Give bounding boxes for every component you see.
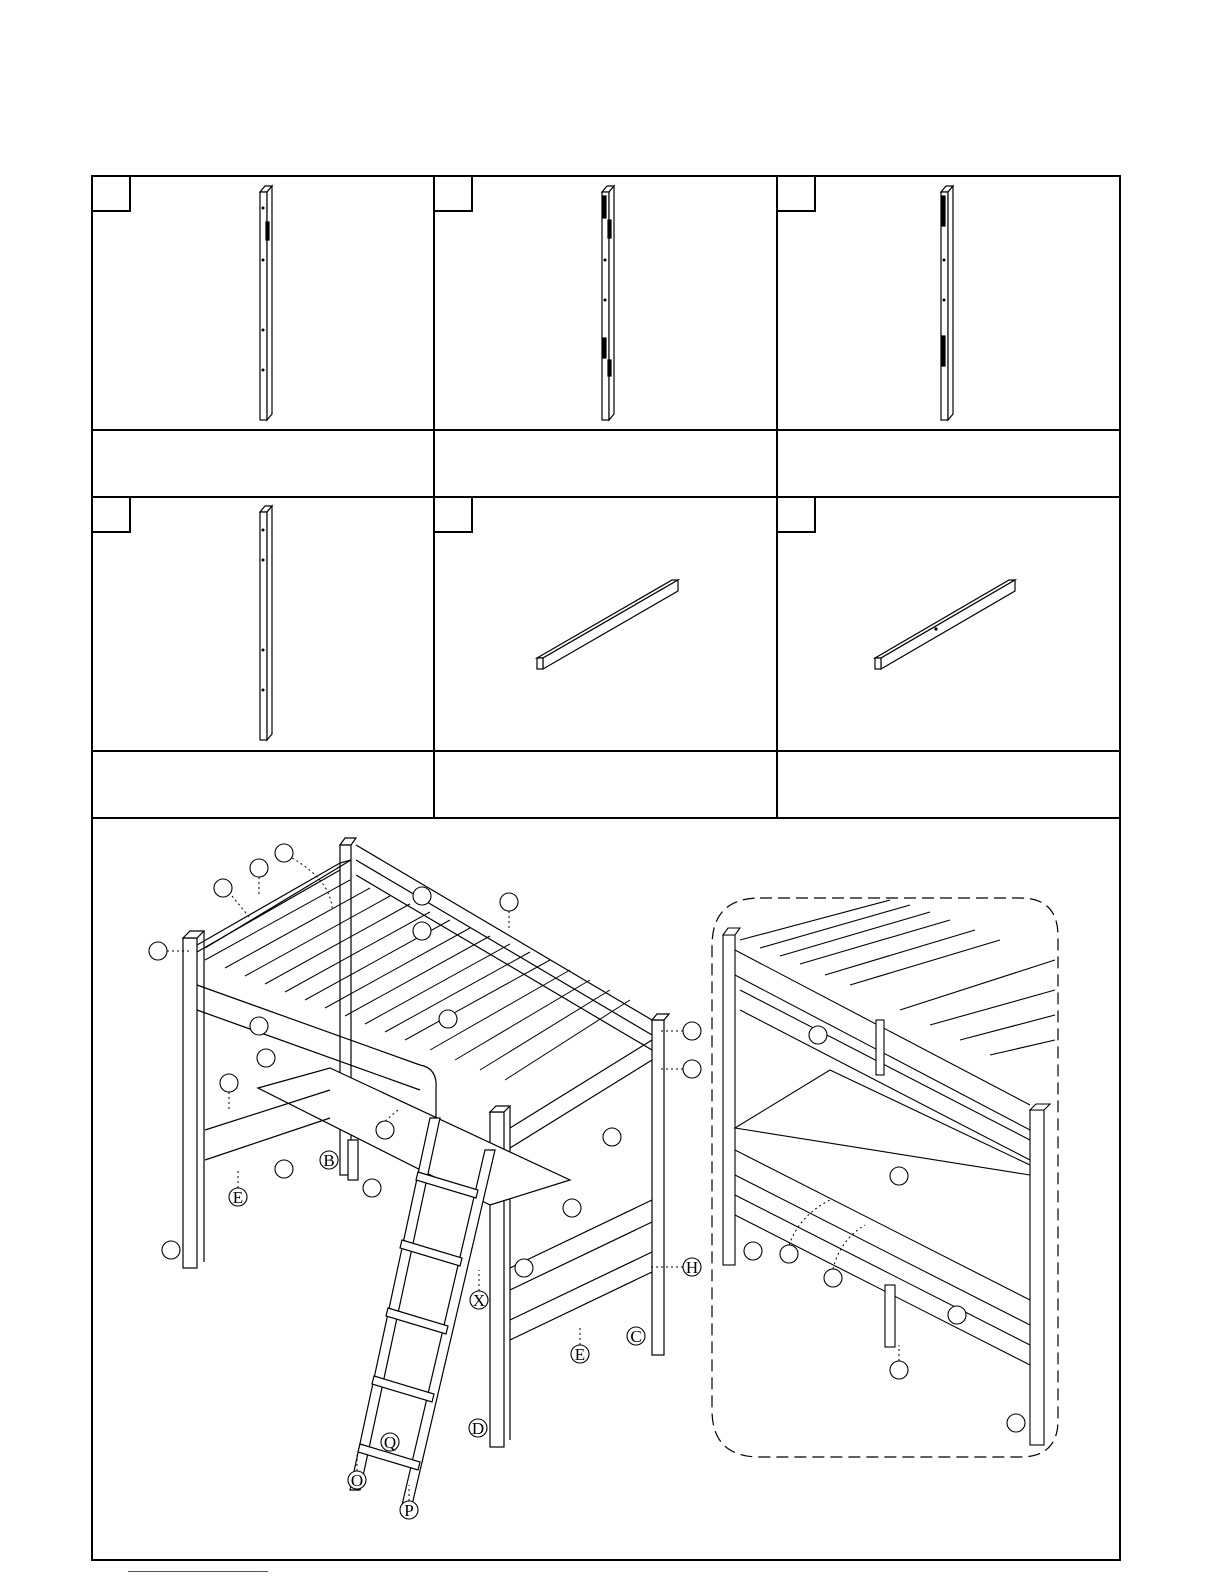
rail-center-hole-drawing xyxy=(875,580,1015,669)
callout-circle xyxy=(413,887,431,905)
detail-inset xyxy=(712,898,1058,1457)
callout-circle xyxy=(376,1121,394,1139)
callout-circle xyxy=(683,1022,701,1040)
label-q: Q xyxy=(383,1433,397,1452)
callout-circle xyxy=(275,844,293,862)
rail-drawing xyxy=(537,580,678,669)
label-x: X xyxy=(472,1291,486,1310)
post-d-drawing xyxy=(260,506,272,740)
panel-5-tag-box xyxy=(434,497,472,532)
callout-circle xyxy=(515,1259,533,1277)
footer-link-underline[interactable] xyxy=(128,1571,268,1572)
panel-3-tag-box xyxy=(777,176,815,211)
callout-circle xyxy=(275,1160,293,1178)
callout-circle xyxy=(149,942,167,960)
post-b-drawing xyxy=(602,186,614,420)
callout-circle xyxy=(413,922,431,940)
label-p: P xyxy=(404,1501,414,1520)
panel-2-tag-box xyxy=(434,176,472,211)
label-b: B xyxy=(323,1151,335,1170)
callout-circle xyxy=(439,1010,457,1028)
callout-circle xyxy=(250,1017,268,1035)
callout-circle xyxy=(563,1199,581,1217)
callout-circle xyxy=(363,1179,381,1197)
label-h: H xyxy=(685,1258,699,1277)
label-c: C xyxy=(630,1327,642,1346)
callout-circle xyxy=(500,893,518,911)
callout-circle xyxy=(603,1128,621,1146)
post-c-drawing xyxy=(941,186,953,420)
panel-1-tag-box xyxy=(92,176,130,211)
panel-6-tag-box xyxy=(777,497,815,532)
panel-4-tag-box xyxy=(92,497,130,532)
callout-circle xyxy=(257,1049,275,1067)
callout-circle xyxy=(162,1241,180,1259)
callout-circle xyxy=(683,1060,701,1078)
post-a-drawing xyxy=(260,186,272,420)
label-o: O xyxy=(350,1471,364,1490)
label-d: D xyxy=(471,1419,485,1438)
callout-circle xyxy=(220,1074,238,1092)
label-e-front: E xyxy=(574,1345,586,1364)
callout-circle xyxy=(214,879,232,897)
label-e-left: E xyxy=(232,1188,244,1207)
callout-circle xyxy=(250,859,268,877)
